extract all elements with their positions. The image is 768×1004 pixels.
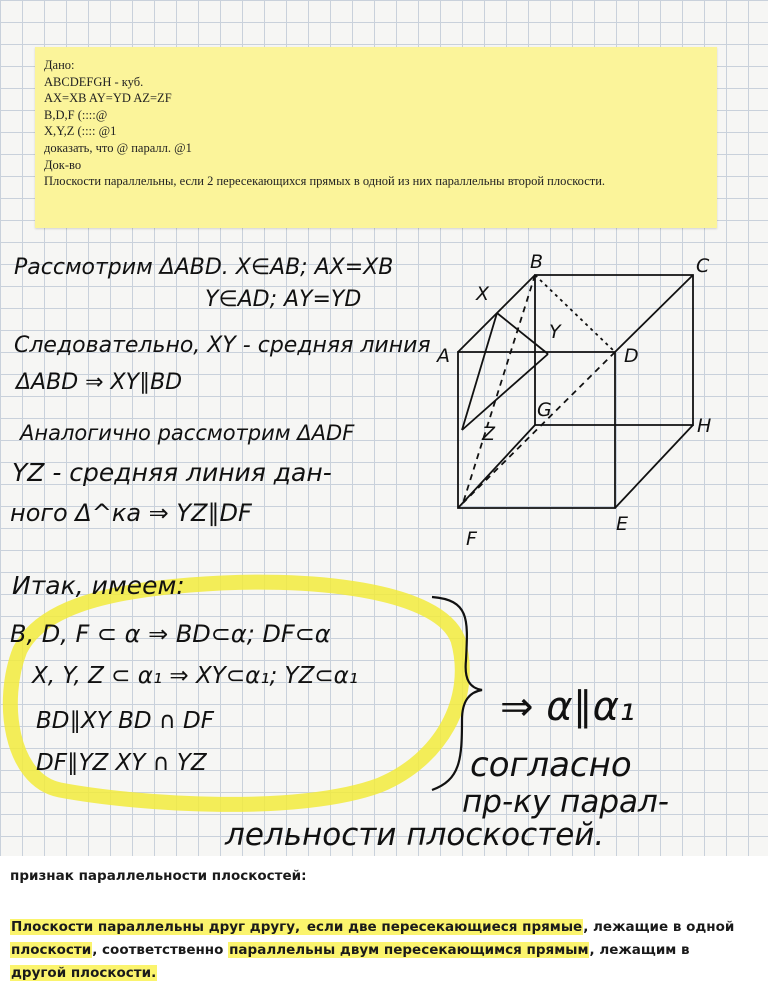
label-x: X [476, 283, 490, 305]
highlight-span: другой плоскости. [11, 965, 157, 981]
hw-conclusion: ⇒ α∥α₁ [500, 684, 635, 730]
highlight-span: плоскости [11, 942, 92, 958]
hw-line: X, Y, Z ⊂ α₁ ⇒ XY⊂α₁; YZ⊂α₁ [32, 663, 358, 689]
theorem-card [0, 856, 768, 1004]
label-e: E [616, 513, 629, 535]
hw-line: ΔABD ⇒ XY∥BD [16, 370, 183, 395]
label-h: H [697, 415, 712, 437]
note-line: Док-во [44, 157, 82, 172]
label-b: B [530, 251, 544, 273]
label-a: A [437, 345, 450, 367]
label-c: C [696, 255, 710, 277]
hw-line: ного Δ^ка ⇒ YZ∥DF [10, 499, 252, 527]
hw-line: YZ - средняя линия дан- [12, 458, 332, 487]
hw-line: Y∈AD; AY=YD [205, 287, 362, 312]
hw-conclusion: пр-ку парал- [462, 784, 669, 820]
hw-line: Аналогично рассмотрим ΔADF [20, 421, 355, 445]
note-line: доказать, что @ паралл. @1 [44, 140, 192, 155]
label-y: Y [549, 321, 561, 343]
hw-conclusion: согласно [470, 745, 632, 785]
hw-line: Итак, имеем: [12, 571, 185, 600]
note-line: Дано: [44, 58, 75, 72]
note-line: Плоскости параллельны, если 2 пересекающихся прямых в одной из них параллельны второй плоскости. [44, 174, 606, 189]
cube-diagram [458, 275, 693, 508]
note-line: AX=XB AY=YD AZ=ZF [44, 91, 172, 106]
label-g: G [537, 399, 552, 421]
plain-span: , лежащие в одной [583, 919, 735, 935]
theorem-title: признак параллельности плоскостей: [10, 868, 307, 884]
hw-line: BD∥XY BD ∩ DF [36, 708, 214, 734]
highlight-span: если две пересекающиеся прямые [306, 919, 583, 935]
hw-line: Рассмотрим ΔABD. X∈AB; AX=XB [14, 255, 394, 280]
hw-line: Следовательно, XY - средняя линия [14, 333, 431, 358]
highlight-span: Плоскости параллельны друг другу, [11, 919, 305, 935]
note-line: B,D,F (::::@ [44, 107, 108, 122]
label-f: F [466, 528, 477, 550]
note-line: X,Y,Z (:::: @1 [44, 124, 117, 139]
hw-line: B, D, F ⊂ α ⇒ BD⊂α; DF⊂α [10, 620, 331, 648]
plain-span: , соответственно [92, 942, 229, 958]
theorem-text [10, 916, 758, 985]
highlight-span: параллельны двум пересекающимся прямым [229, 942, 589, 958]
label-z: Z [482, 423, 496, 445]
label-d: D [624, 345, 639, 367]
hw-line: DF∥YZ XY ∩ YZ [36, 750, 207, 776]
plain-span: , лежащим в [589, 942, 690, 958]
note-line: ABCDEFGH - куб. [44, 74, 144, 89]
hw-conclusion: лельности плоскостей. [225, 817, 605, 853]
